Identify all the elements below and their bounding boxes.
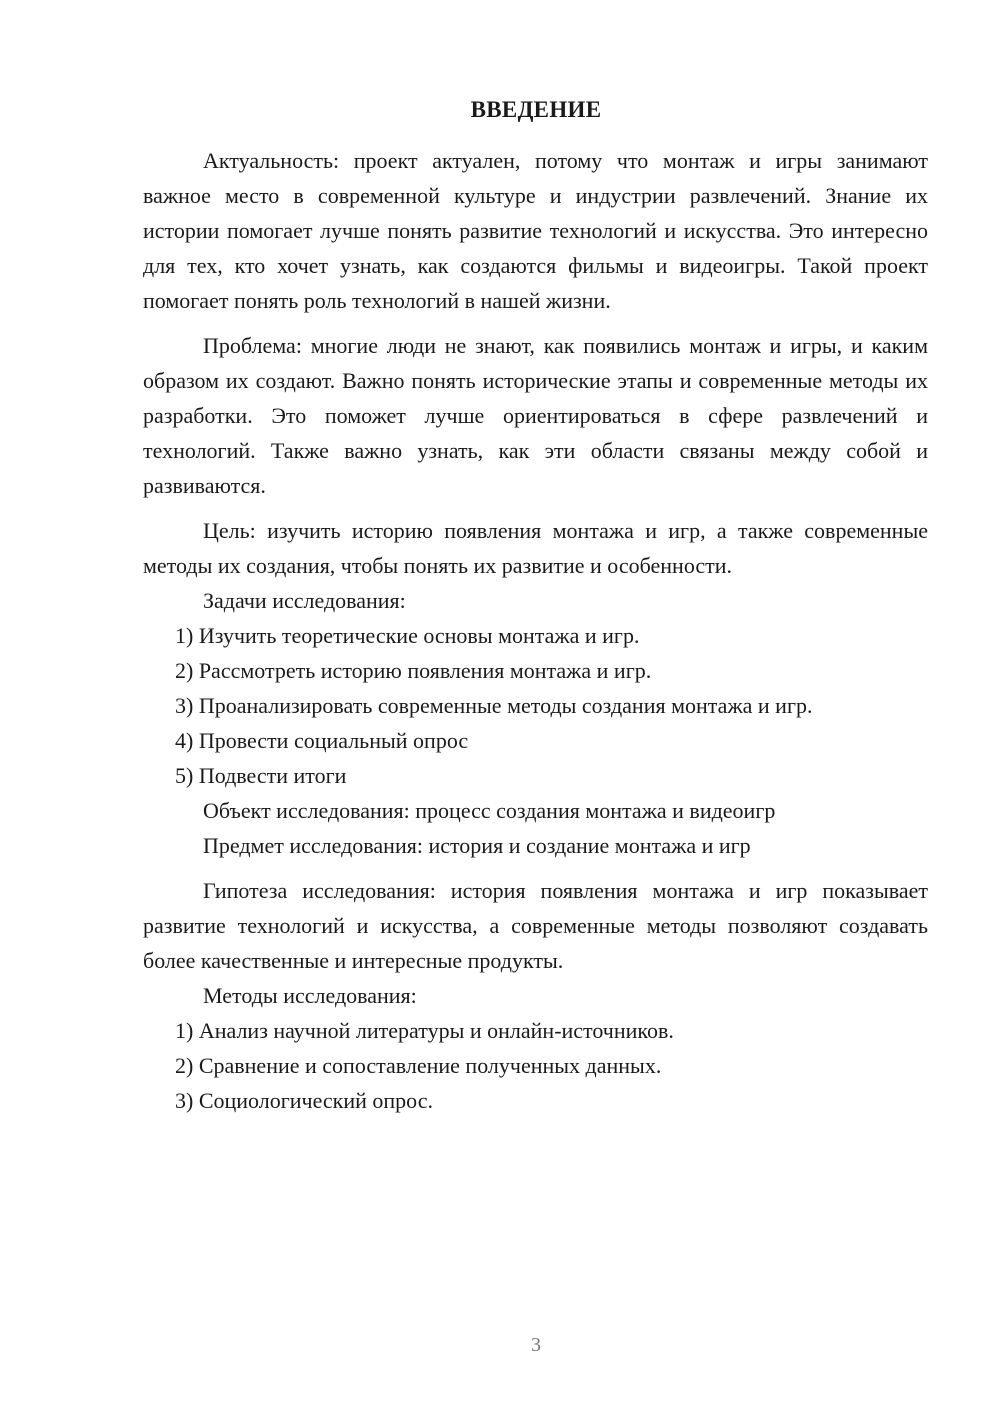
task-item: 3) Проанализировать современные методы создания монтажа и игр. <box>175 693 813 718</box>
page-title: ВВЕДЕНИЕ <box>470 97 602 122</box>
page-body <box>143 143 928 1118</box>
research-subject: Предмет исследования: история и создание монтажа и игр <box>203 833 751 858</box>
task-item: 2) Рассмотреть историю появления монтажа и игр. <box>175 658 652 683</box>
method-item: 3) Социологический опрос. <box>175 1088 433 1113</box>
hypothesis-paragraph: Гипотеза исследования: история появления монтажа и игр показывает развитие технологий и искусства, а современные методы позволяют создавать более качественные и интересные продукты. <box>143 878 928 973</box>
task-item: 5) Подвести итоги <box>175 763 347 788</box>
method-item: 1) Анализ научной литературы и онлайн-источников. <box>175 1018 674 1043</box>
methods-title: Методы исследования: <box>203 983 417 1008</box>
research-object: Объект исследования: процесс создания монтажа и видеоигр <box>203 798 776 823</box>
tasks-title: Задачи исследования: <box>203 588 406 613</box>
problem-paragraph: Проблема: многие люди не знают, как появились монтаж и игры, и каким образом их создают. Важно понять исторические этапы и современные методы их разработки. Это поможет лучше ориентироваться в сфере развлечений и технологий. Также важно узнать, как эти области связаны между собой и развиваются. <box>143 333 928 498</box>
page-number: 3 <box>531 1334 541 1356</box>
task-item: 4) Провести социальный опрос <box>175 728 469 753</box>
relevance-paragraph: Актуальность: проект актуален, потому что монтаж и игры занимают важное место в современной культуре и индустрии развлечений. Знание их истории помогает лучше понять развитие технологий и искусства. Это интересно для тех, кто хочет узнать, как создаются фильмы и видеоигры. Такой проект помогает понять роль технологий в нашей жизни. <box>143 148 928 313</box>
goal-paragraph: Цель: изучить историю появления монтажа и игр, а также современные методы их создания, чтобы понять их развитие и особенности. <box>143 518 928 578</box>
task-item: 1) Изучить теоретические основы монтажа и игр. <box>175 623 640 648</box>
method-item: 2) Сравнение и сопоставление полученных данных. <box>175 1053 662 1078</box>
